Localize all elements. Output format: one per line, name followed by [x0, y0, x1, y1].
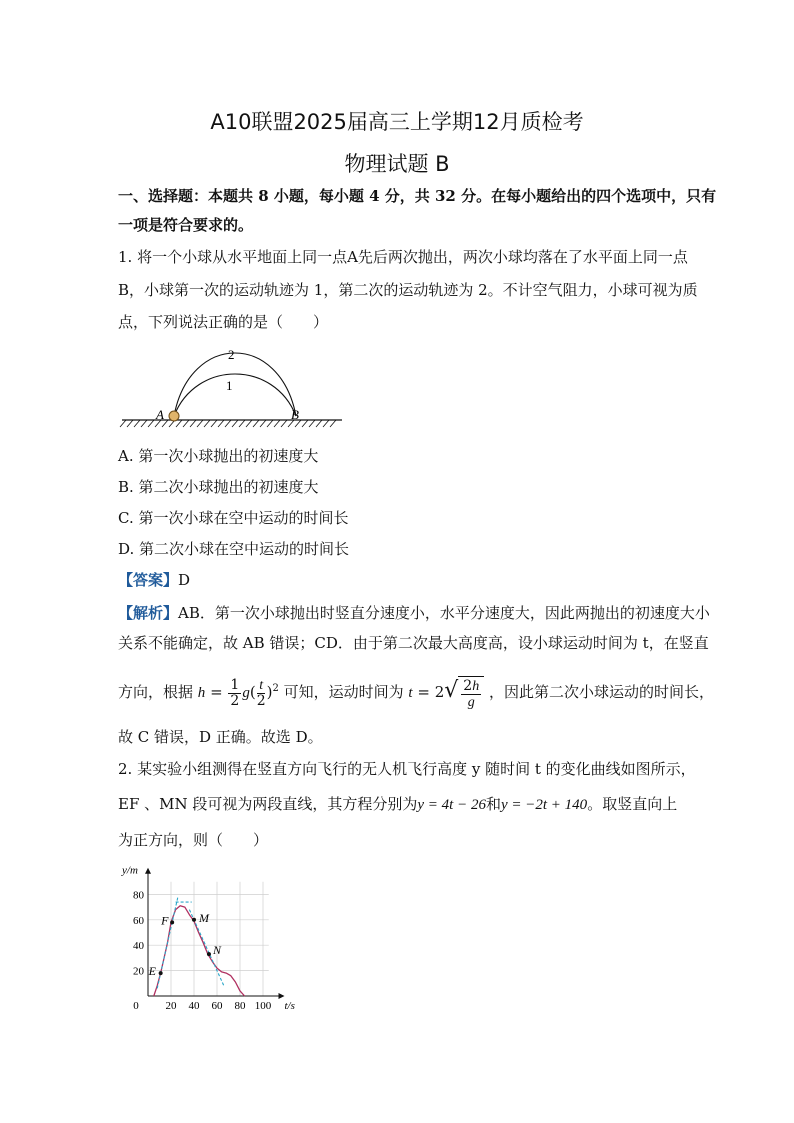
hatch-line [232, 420, 238, 427]
hatch-line [239, 420, 245, 427]
hatch-line [134, 420, 140, 427]
section-header-line1: 一、选择题：本题共 8 小题，每小题 4 分，共 32 分。在每小题给出的四个选项中，只有 [118, 187, 717, 205]
x-axis-arrow [279, 993, 285, 999]
ball [169, 411, 179, 421]
x-axis-label: t/s [284, 1000, 295, 1012]
q2-stem-line3: 为正方向，则（ ） [118, 831, 269, 849]
answer-value: D [178, 571, 191, 589]
q2-eq2: y = −2t + 140 [500, 797, 588, 813]
point-label-n: N [212, 943, 221, 958]
trajectory-1 [174, 374, 296, 416]
ground-hatching [120, 420, 342, 427]
trajectory-2 [174, 353, 296, 416]
y-tick-label: 40 [133, 940, 144, 953]
x-tick-label: 80 [234, 1000, 246, 1012]
hatch-line [246, 420, 252, 427]
x-tick-label: 40 [188, 1000, 200, 1012]
x-tick-label: 20 [165, 1000, 177, 1012]
y-axis-label: y/m [122, 864, 138, 877]
q1-option-c: C. 第一次小球在空中运动的时间长 [118, 509, 349, 527]
hatch-line [148, 420, 154, 427]
point-label-f: F [161, 913, 169, 928]
label-a: A [156, 407, 164, 422]
hatch-line [274, 420, 280, 427]
hatch-line [323, 420, 329, 427]
hatch-line [330, 420, 336, 427]
hatch-line [309, 420, 315, 427]
point-label-e: E [148, 964, 156, 979]
page-subtitle: 物理试题 B [344, 152, 450, 176]
hatch-line [183, 420, 189, 427]
point-n [207, 952, 211, 956]
formula-h: h = $\frac{1}{2}$ g( $\frac{t}{2}$ )$^2$ [197, 676, 279, 709]
q2-stem-line1: 2. 某实验小组测得在竖直方向飞行的无人机飞行高度 y 随时间 t 的变化曲线如图所示， [118, 760, 696, 778]
hatch-line [260, 420, 266, 427]
q1-option-d: D. 第二次小球在空中运动的时间长 [118, 540, 350, 558]
analysis-text3b: 可知，运动时间为 [283, 683, 404, 701]
point-label-m: M [199, 910, 209, 925]
x-tick-label: 100 [254, 1000, 272, 1012]
y-tick-label: 60 [133, 914, 144, 927]
label-b: B [291, 407, 299, 422]
q1-stem-line1: 1. 将一个小球从水平地面上同一点A先后两次抛出，两次小球均落在了水平面上同一点 [118, 248, 688, 266]
q1-option-b: B. 第二次小球抛出的初速度大 [118, 478, 319, 496]
label-2: 2 [228, 347, 235, 362]
hatch-line [204, 420, 210, 427]
q2-text2b: 。取竖直向上 [587, 795, 678, 813]
hatch-line [316, 420, 322, 427]
hatch-line [197, 420, 203, 427]
q2-stem-line2 [118, 794, 677, 815]
q2-text2a: EF 、MN 段可视为两段直线，其方程分别为 [118, 795, 418, 813]
hatch-line [127, 420, 133, 427]
hatch-line [176, 420, 182, 427]
q2-height-time-chart [114, 862, 304, 1012]
analysis-tag: 【解析】 [118, 604, 179, 622]
analysis-text3a: 方向，根据 [118, 683, 194, 701]
point-e [159, 971, 163, 975]
hatch-line [141, 420, 147, 427]
q1-analysis-line3 [118, 672, 714, 711]
hatch-line [302, 420, 308, 427]
answer-tag: 【答案】 [118, 571, 179, 589]
y-axis-arrow [145, 868, 151, 874]
section-header-line2: 一项是符合要求的。 [118, 216, 254, 234]
q1-option-a: A. 第一次小球抛出的初速度大 [118, 447, 319, 465]
y-tick-label: 20 [133, 965, 144, 978]
q1-stem-line3: 点，下列说法正确的是（ ） [118, 313, 329, 331]
hatch-line [218, 420, 224, 427]
analysis-text1: AB．第一次小球抛出时竖直分速度小，水平分速度大，因此两抛出的初速度大小 [178, 604, 710, 622]
y-tick-label: 80 [133, 889, 144, 902]
hatch-line [211, 420, 217, 427]
point-f [170, 920, 174, 924]
hatch-line [267, 420, 273, 427]
hatch-line [253, 420, 259, 427]
q1-analysis-line1 [118, 603, 710, 623]
hatch-line [225, 420, 231, 427]
formula-t: t = 2√ $\frac{2h}{g}$ [408, 683, 484, 701]
label-1: 1 [226, 378, 233, 393]
q2-and: 和 [485, 795, 501, 813]
x-tick-label: 60 [211, 1000, 223, 1012]
x-tick-label: 0 [133, 1000, 139, 1012]
page-title: A10联盟2025届高三上学期12月质检考 [210, 110, 584, 134]
hatch-line [281, 420, 287, 427]
q2-eq1: y = 4t − 26 [417, 797, 486, 813]
hatch-line [120, 420, 126, 427]
q1-stem-line2: B，小球第一次的运动轨迹为 1，第二次的运动轨迹为 2。不计空气阻力，小球可视为质 [118, 281, 698, 299]
point-m [192, 918, 196, 922]
q1-answer [118, 570, 190, 590]
q1-analysis-line2: 关系不能确定，故 AB 错误；CD．由于第二次最大高度高，设小球运动时间为 t，在竖直 [118, 634, 709, 652]
q1-trajectory-figure [118, 340, 348, 435]
hatch-line [190, 420, 196, 427]
q1-analysis-line4: 故 C 错误，D 正确。故选 D。 [118, 728, 323, 746]
analysis-text3c: ，因此第二次小球运动的时间长， [488, 683, 714, 701]
